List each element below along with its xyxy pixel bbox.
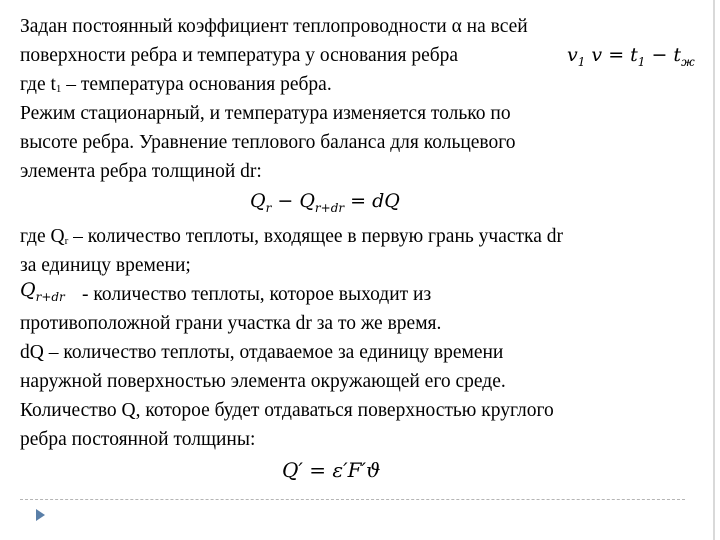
eq-v: v [567, 44, 578, 66]
eq-v-eq: v = t [591, 44, 638, 66]
text-line-12: наружной поверхностью элемента окружающей его среде. [20, 371, 506, 392]
text-line-2-label: поверхности ребра и температура у основания ребра [20, 45, 459, 66]
eq-v-sub: 1 [577, 55, 586, 69]
heat-equation: Q′ = ε′F′ϑ [282, 458, 381, 482]
bal-rhs: = dQ [344, 190, 400, 212]
text-line-7 [20, 225, 563, 253]
eq-t-sub: 1 [637, 55, 646, 69]
balance-equation [250, 190, 400, 215]
bal-minus: − Q [271, 190, 315, 212]
text-line-6: элемента ребра толщиной dr: [20, 161, 262, 182]
text-line-1: Задан постоянный коэффициент теплопроводности α на всей [20, 16, 528, 37]
t1-subscript: 1 [55, 83, 62, 95]
text-line-3-b: – температура основания ребра. [61, 74, 332, 95]
text-line-3 [20, 73, 332, 101]
slide-right-border [713, 0, 715, 540]
text-line-7-b: – количество теплоты, входящее в первую грань участка dr [68, 226, 564, 247]
text-line-9: - количество теплоты, которое выходит из [82, 284, 432, 305]
text-line-10: противоположной грани участка dr за то же время. [20, 313, 442, 334]
text-line-2 [20, 44, 458, 68]
q-rdr-symbol [20, 279, 65, 304]
footer-divider [20, 499, 685, 500]
next-slide-arrow-icon[interactable] [36, 509, 45, 521]
text-line-13: Количество Q, которое будет отдаваться поверхностью круглого [20, 400, 554, 421]
bal-q1: Q [250, 190, 266, 212]
text-line-4: Режим стационарный, и температура изменяется только по [20, 103, 511, 124]
qrdr-sub: r+dr [35, 290, 65, 304]
eq-env-sub: ж [681, 55, 695, 69]
bal-q2-sub: r+dr [314, 201, 345, 215]
qrdr-q: Q [20, 279, 36, 301]
boundary-equation [567, 44, 695, 69]
eq-minus: − t [645, 44, 682, 66]
text-line-14: ребра постоянной толщины: [20, 429, 256, 450]
text-line-3-a: где t [20, 74, 56, 95]
text-line-11: dQ – количество теплоты, отдаваемое за единицу времени [20, 342, 504, 363]
qr-subscript: r [64, 235, 69, 247]
bal-q1-sub: r [265, 201, 272, 215]
text-line-8: за единицу времени; [20, 255, 191, 276]
text-line-7-a: где Q [20, 226, 65, 247]
text-line-5: высоте ребра. Уравнение теплового баланса для кольцевого [20, 132, 516, 153]
